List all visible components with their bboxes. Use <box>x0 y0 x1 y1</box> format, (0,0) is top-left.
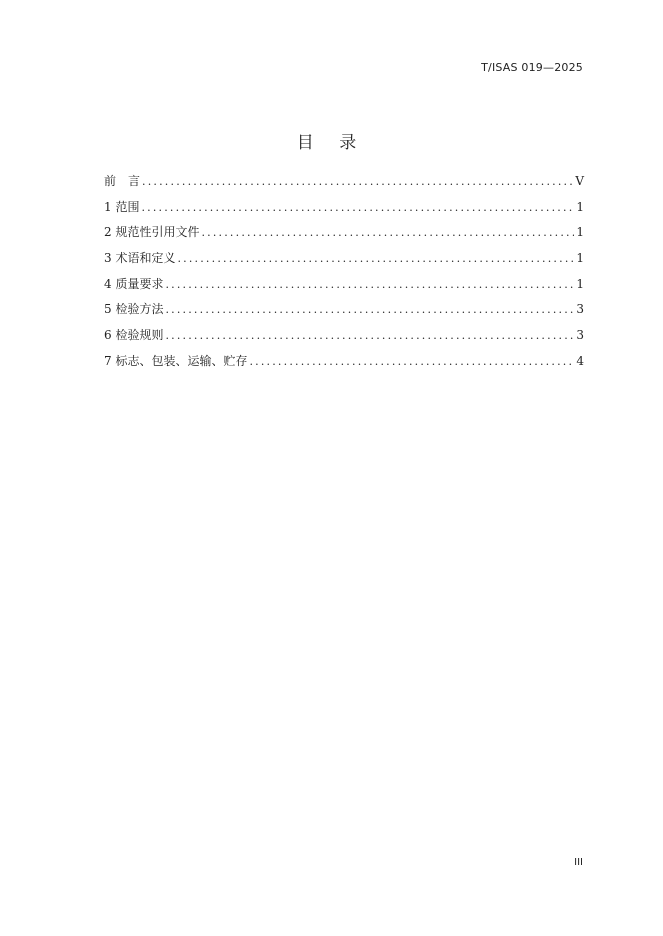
toc-entry-label: 3 术语和定义 <box>104 251 176 266</box>
toc-entry-label: 前 言 <box>104 174 141 188</box>
toc-entry-label: 6 检验规则 <box>104 328 164 343</box>
toc-entry-terms-definitions[interactable] <box>104 248 584 274</box>
dot-leader <box>165 275 574 295</box>
toc-entry-page: 1 <box>576 251 584 266</box>
toc-entry-page: 3 <box>576 302 584 317</box>
toc-title: 目 录 <box>296 133 367 153</box>
toc-entry-inspection-rules[interactable] <box>104 325 584 351</box>
toc-entry-quality-requirements[interactable] <box>104 274 584 300</box>
dot-leader <box>165 326 574 346</box>
toc-entry-label: 5 检验方法 <box>104 302 164 317</box>
toc-entry-label: 4 质量要求 <box>104 276 164 291</box>
dot-leader <box>177 249 574 269</box>
dot-leader <box>249 352 574 372</box>
document-code: T/ISAS 019—2025 <box>481 61 583 74</box>
toc-entry-test-methods[interactable] <box>104 299 584 325</box>
dot-leader <box>165 300 574 320</box>
toc-entry-page: 3 <box>576 328 584 343</box>
toc-entry-label: 1 范围 <box>104 199 140 214</box>
table-of-contents <box>104 171 584 377</box>
dot-leader <box>141 198 574 218</box>
toc-entry-marking-packaging[interactable] <box>104 351 584 377</box>
dot-leader <box>142 172 573 192</box>
page-number: III <box>574 857 583 868</box>
toc-entry-label: 7 标志、包装、运输、贮存 <box>104 353 248 368</box>
toc-entry-page: V <box>575 174 584 188</box>
dot-leader <box>201 223 574 243</box>
toc-entry-normative-references[interactable] <box>104 222 584 248</box>
toc-entry-foreword[interactable] <box>104 171 584 197</box>
toc-entry-page: 4 <box>576 353 584 368</box>
toc-entry-page: 1 <box>576 199 584 214</box>
toc-entry-page: 1 <box>576 225 584 240</box>
toc-entry-label: 2 规范性引用文件 <box>104 225 200 240</box>
toc-entry-page: 1 <box>576 276 584 291</box>
toc-entry-scope[interactable] <box>104 197 584 223</box>
